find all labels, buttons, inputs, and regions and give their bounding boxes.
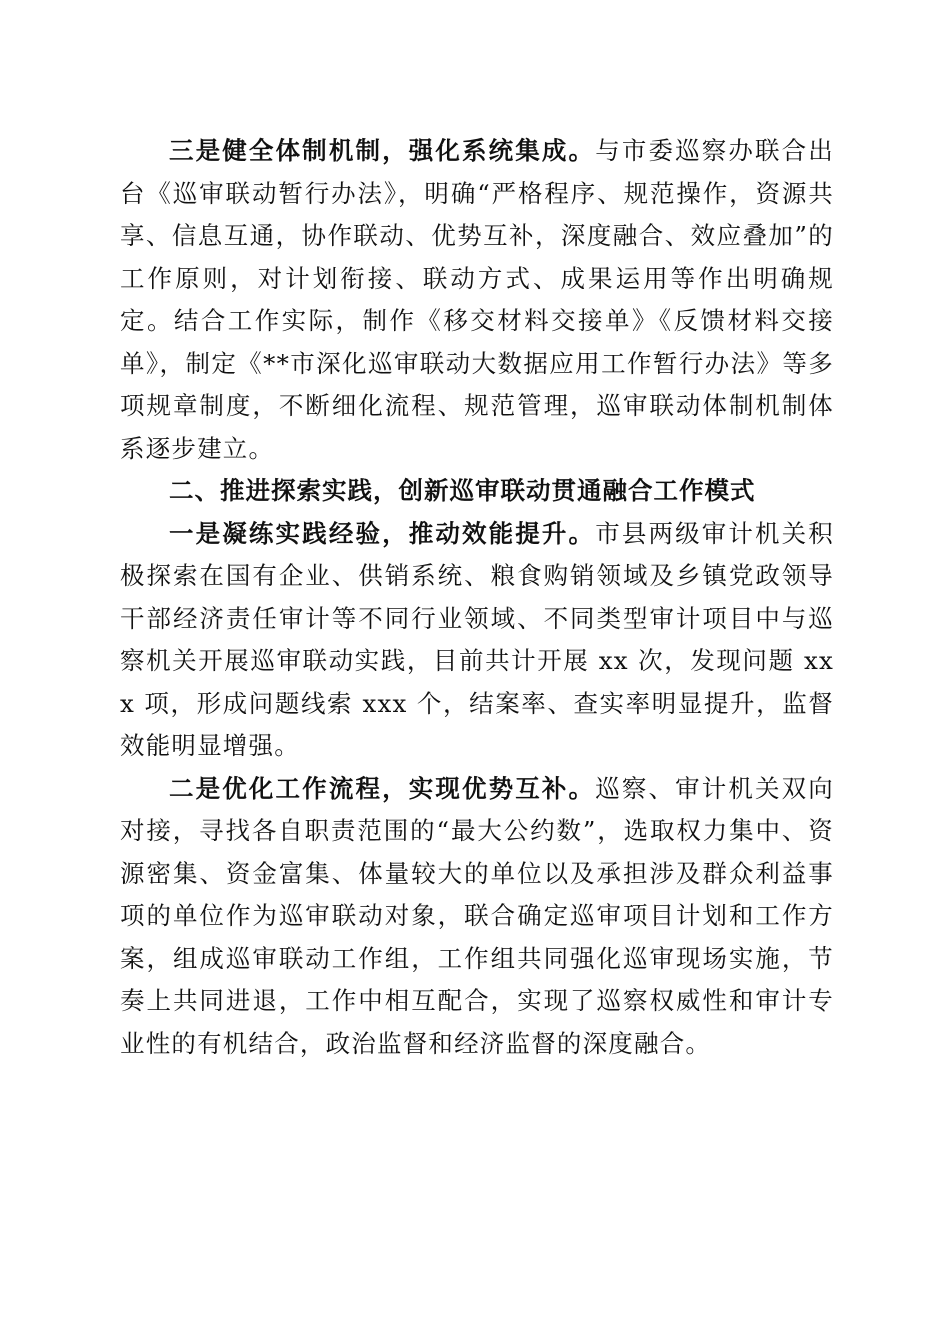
paragraph-workflow-optimization	[120, 768, 834, 1066]
section-heading: 二、推进探索实践，创新巡审联动贯通融合工作模式	[169, 476, 756, 505]
paragraph-practice-experience	[120, 513, 834, 768]
paragraph-lead: 一是凝练实践经验，推动效能提升。	[169, 518, 596, 548]
paragraph-text: 与市委巡察办联合出台《巡审联动暂行办法》，明确“严格程序、规范操作，资源共享、信息互通，协作联动、优势互补，深度融合、效应叠加”的工作原则，对计划衔接、联动方式、成果运用等作出明确规定。结合工作实际，制作《移交材料交接单》《反馈材料交接单》，制定《**市深化巡审联动大数据应用工作暂行办法》等多项规章制度，不断细化流程、规范管理，巡审联动体制机制体系逐步建立。	[120, 136, 834, 463]
paragraph-lead: 二是优化工作流程，实现优势互补。	[169, 773, 596, 803]
paragraph-text: 市县两级审计机关积极探索在国有企业、供销系统、粮食购销领域及乡镇党政领导干部经济责任审计等不同行业领域、不同类型审计项目中与巡察机关开展巡审联动实践，目前共计开展 xx 次，发现问题 xxx 项，形成问题线索 xxx 个，结案率、查实率明显提升，监督效能明显增强。	[120, 518, 834, 760]
paragraph-lead: 三是健全体制机制，强化系统集成。	[169, 136, 596, 165]
document-body	[120, 130, 834, 1065]
paragraph-text: 巡察、审计机关双向对接，寻找各自职责范围的“最大公约数”，选取权力集中、资源密集、资金富集、体量较大的单位以及承担涉及群众利益事项的单位作为巡审联动对象，联合确定巡审项目计划和工作方案，组成巡审联动工作组，工作组共同强化巡审现场实施，节奏上共同进退，工作中相互配合，实现了巡察权威性和审计专业性的有机结合，政治监督和经济监督的深度融合。	[120, 773, 834, 1058]
paragraph-system-mechanism	[120, 130, 834, 470]
